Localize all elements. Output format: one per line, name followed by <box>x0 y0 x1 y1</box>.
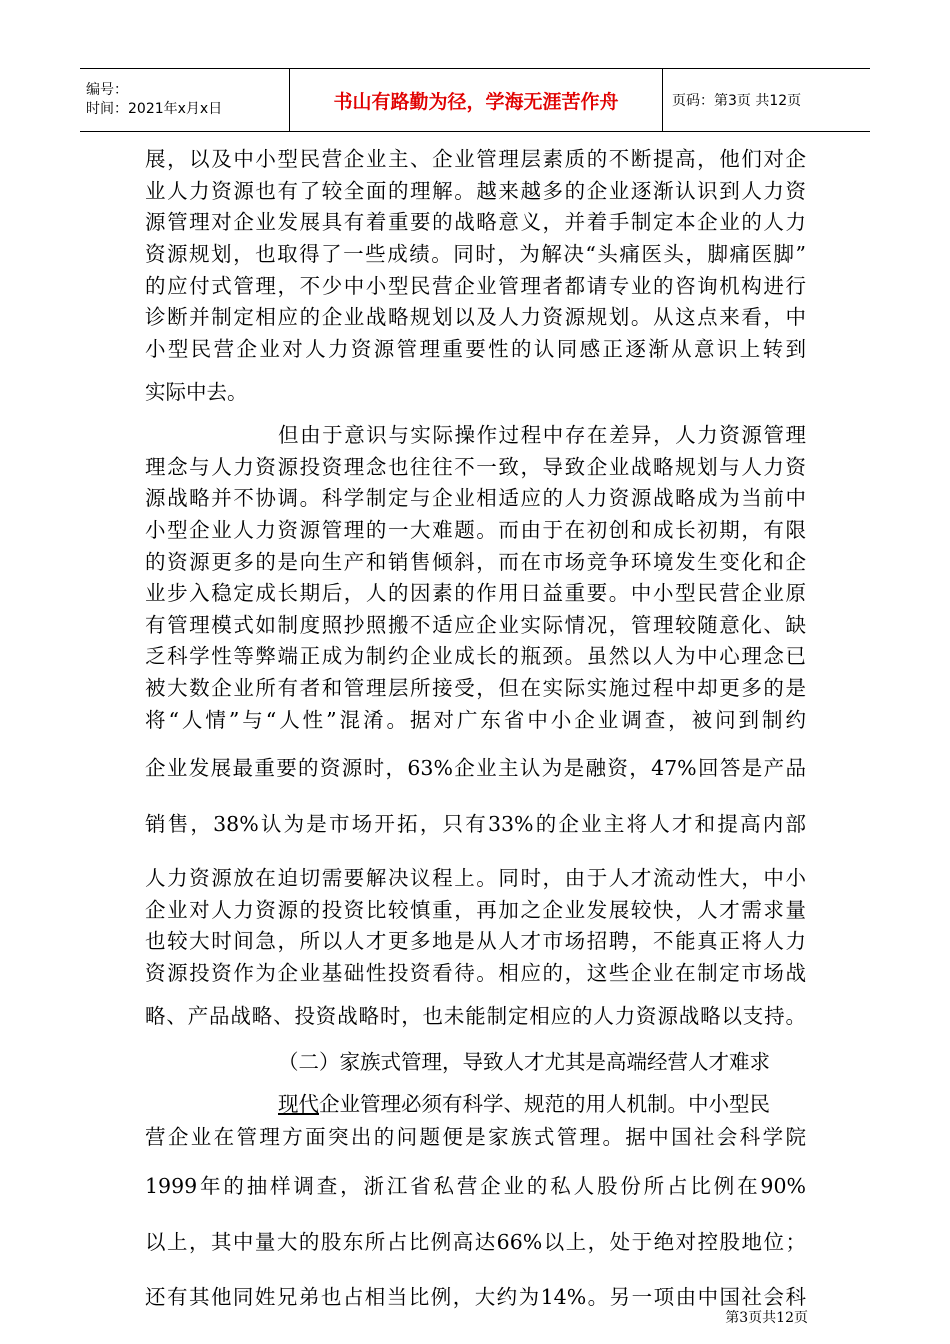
text-line: 1999年的抽样调查，浙江省私营企业的私人股份所占比例在90% <box>145 1174 806 1198</box>
text-line: 还有其他同姓兄弟也占相当比例，大约为14%。另一项由中国社会科 <box>145 1285 806 1309</box>
hyperlink-text[interactable]: 现代 <box>278 1092 319 1116</box>
section-heading: （二）家族式管理，导致人才尤其是高端经营人才难求 <box>278 1050 770 1074</box>
text-line: 业人力资源也有了较全面的理解。越来越多的企业逐渐认识到人力资 <box>145 179 806 203</box>
text-line: 以上，其中量大的股东所占比例高达66%以上，处于绝对控股地位； <box>145 1230 806 1254</box>
text-segment: 企业管理必须有科学、规范的用人机制。中小型民 <box>319 1092 770 1116</box>
text-line: 源战略并不协调。科学制定与企业相适应的人力资源战略成为当前中 <box>145 486 806 510</box>
text-line: 有管理模式如制度照抄照搬不适应企业实际情况，管理较随意化、缺 <box>145 613 806 637</box>
page-number-label: 页码：第3页 共12页 <box>672 93 802 109</box>
text-line: 人力资源放在迫切需要解决议程上。同时，由于人才流动性大，中小 <box>145 866 806 890</box>
text-line: 源管理对企业发展具有着重要的战略意义，并着手制定本企业的人力 <box>145 210 806 234</box>
text-line: 资源规划，也取得了一些成绩。同时，为解决“头痛医头，脚痛医脚” <box>145 242 806 266</box>
text-line: 但由于意识与实际操作过程中存在差异，人力资源管理 <box>278 423 806 447</box>
header-meta <box>80 69 290 131</box>
text-line: 诊断并制定相应的企业战略规划以及人力资源规划。从这点来看，中 <box>145 305 806 329</box>
page-header <box>80 68 870 132</box>
text-line: 资源投资作为企业基础性投资看待。相应的，这些企业在制定市场战 <box>145 961 806 985</box>
text-line <box>278 1090 770 1118</box>
text-line: 小型企业人力资源管理的一大难题。而由于在初创和成长初期，有限 <box>145 518 806 542</box>
text-line: 企业发展最重要的资源时，63%企业主认为是融资，47%回答是产品 <box>145 756 806 780</box>
motto-text: 书山有路勤为径，学海无涯苦作舟 <box>333 90 619 113</box>
text-line: 企业对人力资源的投资比较慎重，再加之企业发展较快，人才需求量 <box>145 898 806 922</box>
text-line: 展，以及中小型民营企业主、企业管理层素质的不断提高，他们对企 <box>145 147 806 171</box>
text-line: 实际中去。 <box>145 380 248 404</box>
page-footer: 第3页共12页 <box>725 1310 808 1326</box>
text-line: 乏科学性等弊端正成为制约企业成长的瓶颈。虽然以人为中心理念已 <box>145 644 806 668</box>
text-line: 也较大时间急，所以人才更多地是从人才市场招聘，不能真正将人力 <box>145 929 806 953</box>
text-line: 理念与人力资源投资理念也往往不一致，导致企业战略规划与人力资 <box>145 455 806 479</box>
document-time-label: 时间：2021年x月x日 <box>86 101 223 117</box>
text-line: 营企业在管理方面突出的问题便是家族式管理。据中国社会科学院 <box>145 1125 806 1149</box>
text-line: 的资源更多的是向生产和销售倾斜，而在市场竞争环境发生变化和企 <box>145 550 806 574</box>
text-line: 业步入稳定成长期后，人的因素的作用日益重要。中小型民营企业原 <box>145 581 806 605</box>
header-motto <box>290 69 663 131</box>
text-line: 的应付式管理，不少中小型民营企业管理者都请专业的咨询机构进行 <box>145 274 806 298</box>
text-line: 略、产品战略、投资战略时，也未能制定相应的人力资源战略以支持。 <box>145 1004 806 1028</box>
document-number-label: 编号： <box>86 82 128 98</box>
text-line: 将“人情”与“人性”混淆。据对广东省中小企业调查，被问到制约 <box>145 708 806 732</box>
header-page-info <box>663 69 870 131</box>
text-line: 小型民营企业对人力资源管理重要性的认同感正逐渐从意识上转到 <box>145 337 806 361</box>
text-line: 销售，38%认为是市场开拓，只有33%的企业主将人才和提高内部 <box>145 812 806 836</box>
text-line: 被大数企业所有者和管理层所接受，但在实际实施过程中却更多的是 <box>145 676 806 700</box>
